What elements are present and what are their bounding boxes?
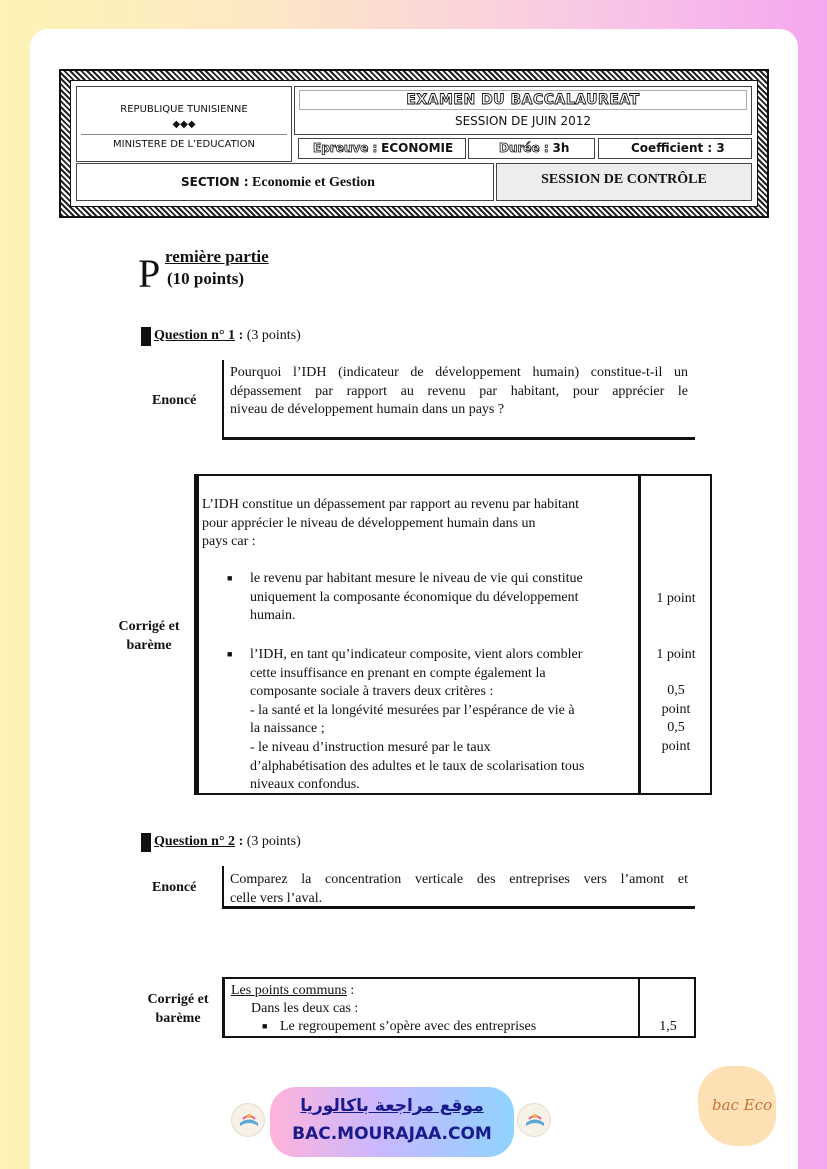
ministry-divider [81,134,287,135]
q2-bullet-1: Le regroupement s’opère avec des entreprises [280,1019,537,1034]
q1-corrige-divider [638,474,641,795]
coef-cell [598,138,752,159]
q1-enonce-line: dépassement par rapport au revenu par habitant, pour apprécier le [230,383,688,399]
question-2-points: (3 points) [246,834,301,849]
question-1-label: Question n° 1 [154,328,236,343]
question-1-marker [141,327,151,346]
q2-score-1: 1,5 [659,1019,677,1034]
epreuve-cell [298,138,466,159]
q1-enonce-bottom-rule [222,437,695,440]
question-1-points: (3 points) [246,328,301,343]
question-2-colon: : [238,834,244,849]
q1-bullet-2-line: niveaux confondus. [250,777,360,793]
q1-score-4-value: 0,5 [667,720,685,736]
square-bullet-icon: ■ [227,649,233,659]
duree-cell [468,138,595,159]
q1-score-1: 1 point [656,591,696,606]
q1-enonce-label: Enoncé [152,393,197,408]
coef-label: Coefficient : [631,141,713,155]
section-label: SECTION : [181,175,249,189]
epreuve-text [313,141,453,155]
q1-score-4-unit: point [661,738,691,754]
q1-bullet-2-line: la naissance ; [250,721,325,737]
part-title: remière partie [165,247,269,266]
q2-corrige-label [138,990,218,1028]
coef-text [631,141,725,155]
q1-intro [202,496,632,552]
ministry-cell [76,86,292,162]
q1-bullet-1-line: le revenu par habitant mesure le niveau de vie qui constitue [250,571,583,586]
q1-corrige-label-line: barème [126,638,172,653]
q1-bullet-2-line: - la santé et la longévité mesurées par l’espérance de vie à [250,702,575,718]
site-logo-icon-left [231,1103,265,1137]
q1-bullet-1-line: humain. [250,608,296,624]
square-bullet-icon: ■ [262,1021,268,1031]
q1-corrige-label [108,617,190,655]
q1-enonce-line: Pourquoi l’IDH (indicateur de développement humain) constitue-t-il un [230,365,688,380]
duree-value: 3h [552,141,570,155]
q1-score-2: 1 point [656,647,696,662]
q1-bullet-2 [250,646,636,795]
session-type-cell [496,163,752,201]
question-2-label: Question n° 2 [154,834,236,849]
q2-common-title: Les points communs [231,983,347,998]
exam-title-box [299,90,747,110]
q2-enonce-left-rule [222,866,224,909]
q2-corrige-label-line: Corrigé et [147,992,209,1007]
session-type: SESSION DE CONTRÔLE [541,172,707,187]
q1-score-3-value: 0,5 [667,683,685,698]
q1-bullet-2-line: - le niveau d’instruction mesuré par le taux [250,739,491,755]
q2-common-heading [231,982,354,1001]
question-1-colon: : [238,328,244,343]
q1-bullet-2-line: l’IDH, en tant qu’indicateur composite, vient alors combler [250,647,583,662]
part-points: (10 points) [167,269,244,288]
site-banner-url[interactable]: BAC.MOURAJAA.COM [292,1124,492,1144]
republic-label: REPUBLIQUE TUNISIENNE [120,104,248,115]
question-2-marker [141,833,151,852]
epreuve-label: Epreuve : [313,141,378,155]
q1-bullet-1 [250,570,634,626]
exam-title-cell [294,86,752,135]
epreuve-value: ECONOMIE [381,141,454,155]
q1-corrige-inner-rule [196,476,199,793]
question-1-heading [154,328,301,344]
section-value: Economie et Gestion [252,175,375,190]
q2-common-colon: : [346,983,355,998]
question-2-heading [154,834,301,850]
exam-title: EXAMEN DU BACCALAUREAT [406,92,640,108]
q1-enonce-text [230,364,688,420]
section-cell [76,163,494,201]
q1-corrige-label-line: Corrigé et [118,619,180,634]
q2-both-cases: Dans les deux cas : [251,1001,359,1016]
duree-label: Durée : [499,141,549,155]
part-big-letter: P [138,251,161,296]
q1-intro-line: pour apprécier le niveau de développement humain dans un [202,515,536,531]
q1-intro-line: pays car : [202,534,256,550]
q2-enonce-label: Enoncé [152,880,197,895]
q1-enonce-left-rule [222,360,224,440]
duree-text [499,141,569,155]
site-logo-icon-right [517,1103,551,1137]
section-text [181,175,375,191]
q1-bullet-2-line: composante sociale à travers deux critères : [250,684,494,700]
book-icon [232,1104,266,1138]
q2-enonce-text [230,871,688,908]
site-banner-arabic[interactable]: موقع مراجعة باكالوريا [300,1096,484,1116]
q1-bullet-1-line: uniquement la composante économique du développement [250,589,579,605]
q2-enonce-line: celle vers l’aval. [230,890,323,906]
q1-enonce-line: niveau de développement humain dans un pays ? [230,402,505,418]
q1-bullet-2-line: cette insuffisance en prenant en compte également la [250,665,546,681]
q1-score-3-unit: point [661,701,691,717]
bac-eco-badge-text: bac Eco [712,1096,773,1114]
q1-intro-line: L’IDH constitue un dépassement par rapport au revenu par habitant [202,497,579,512]
book-icon [518,1104,552,1138]
q1-bullet-2-line: d’alphabétisation des adultes et le taux de scolarisation tous [250,758,585,774]
q2-enonce-line: Comparez la concentration verticale des entreprises vers l’amont et [230,872,688,887]
session-label: SESSION DE JUIN 2012 [454,114,592,128]
square-bullet-icon: ■ [227,573,233,583]
q2-corrige-label-line: barème [155,1011,201,1026]
q1-score-3 [642,682,710,756]
ministry-label: MINISTERE DE L’EDUCATION [113,139,255,150]
coef-value: 3 [716,141,725,155]
diamond-ornament: ◆◆◆ [172,119,196,130]
